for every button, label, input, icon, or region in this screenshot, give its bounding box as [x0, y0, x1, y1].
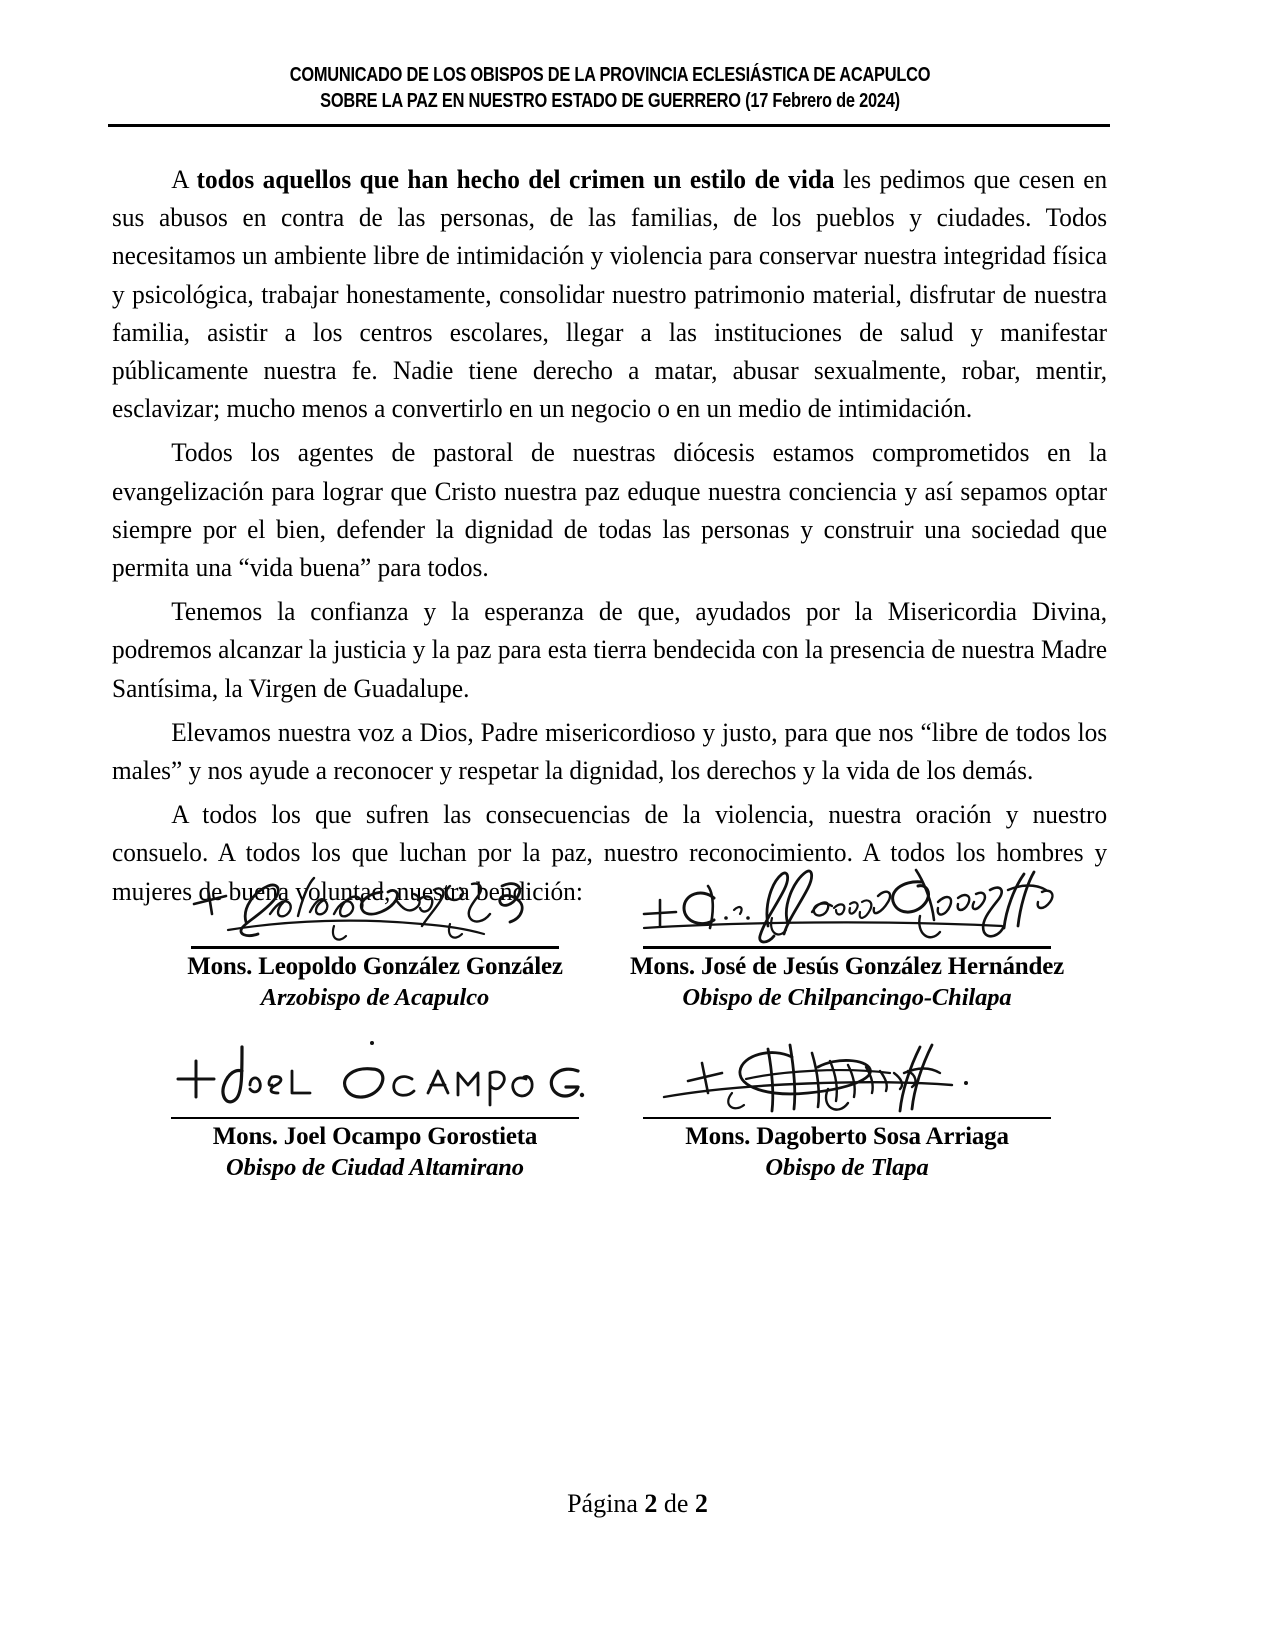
- signature-row-2: [112, 1027, 1112, 1184]
- signature-cell-dagoberto-sosa: [622, 1027, 1072, 1184]
- signatory-name-jose-de-jesus-gonzalez: Mons. José de Jesús González Hernández: [629, 952, 1065, 980]
- header-title-line-2: SOBRE LA PAZ EN NUESTRO ESTADO DE GUERRERO (17 Febrero de 2024): [320, 89, 900, 112]
- page-footer: [0, 1488, 1275, 1520]
- signature-row-1: [112, 856, 1112, 1013]
- paragraph-2: Todos los agentes de pastoral de nuestras diócesis estamos comprometidos en la evangelización para lograr que Cristo nuestra paz eduque nuestra conciencia y así sepamos optar siempre por el bien, defender la dignidad de todas las personas y construir una sociedad que permita una “vida buena” para todos.: [112, 437, 1108, 583]
- footer-middle: de: [657, 1489, 695, 1518]
- paragraph-1-rest: les pedimos que cesen en sus abusos en contra de las personas, de las familias, de los pueblos y ciudades. Todos necesitamos un ambiente libre de intimidación y violencia para conservar nuestra integridad física y psicológica, trabajar honestamente, consolidar nuestro patrimonio material, disfrutar de nuestra familia, asistir a los centros escolares, llegar a las instituciones de salud y manifestar públicamente nuestra fe. Nadie tiene derecho a matar, abusar sexualmente, robar, mentir, esclavizar; mucho menos a convertirlo en un negocio o en un medio de intimidación.: [112, 164, 1108, 424]
- signature-cell-jose-de-jesus-gonzalez: [622, 856, 1072, 1013]
- document-body: [112, 160, 1108, 910]
- signature-block: [112, 856, 1112, 1183]
- signature-rule-jose-de-jesus-gonzalez: [643, 946, 1051, 949]
- signatory-name-dagoberto-sosa: Mons. Dagoberto Sosa Arriaga: [685, 1123, 1009, 1150]
- signatory-title-jose-de-jesus-gonzalez: Obispo de Chilpancingo-Chilapa: [682, 983, 1012, 1011]
- paragraph-5: A todos los que sufren las consecuencias de la violencia, nuestra oración y nuestro consuelo. A todos los que luchan por la paz, nuestro reconocimiento. A todos los hombres y mujeres de buena voluntad, nuestra bendición:: [112, 799, 1108, 906]
- footer-current-page: 2: [644, 1489, 658, 1518]
- document-header: [110, 62, 1110, 114]
- signatory-title-leopoldo-gonzalez: Arzobispo de Acapulco: [260, 983, 490, 1011]
- paragraph-3: Tenemos la confianza y la esperanza de que, ayudados por la Misericordia Divina, podremos alcanzar la justicia y la paz para esta tierra bendecida con la presencia de nuestra Madre Santísima, la Virgen de Guadalupe.: [112, 596, 1108, 703]
- signature-mark-dagoberto-sosa: [622, 1027, 1072, 1117]
- signature-cell-joel-ocampo: [150, 1027, 600, 1184]
- signatory-title-joel-ocampo: Obispo de Ciudad Altamirano: [226, 1154, 524, 1181]
- paragraph-1-lead: A: [171, 164, 189, 194]
- footer-total-pages: 2: [694, 1489, 708, 1518]
- signature-mark-jose-de-jesus-gonzalez: [622, 856, 1072, 946]
- signatory-name-joel-ocampo: Mons. Joel Ocampo Gorostieta: [212, 1123, 538, 1150]
- header-divider: [108, 124, 1110, 127]
- paragraph-1: [112, 160, 1107, 427]
- footer-prefix: Página: [567, 1489, 645, 1518]
- signature-rule-leopoldo-gonzalez: [191, 946, 559, 949]
- signature-rule-dagoberto-sosa: [643, 1117, 1051, 1120]
- signature-rule-joel-ocampo: [171, 1117, 579, 1120]
- signature-cell-leopoldo-gonzalez: [150, 856, 600, 1013]
- header-title-line-1: COMUNICADO DE LOS OBISPOS DE LA PROVINCIA ECLESIÁSTICA DE ACAPULCO: [289, 63, 931, 86]
- paragraph-4: Elevamos nuestra voz a Dios, Padre misericordioso y justo, para que nos “libre de todos los males” y nos ayude a reconocer y respetar la dignidad, los derechos y la vida de los demás.: [112, 716, 1108, 786]
- signatory-title-dagoberto-sosa: Obispo de Tlapa: [765, 1154, 929, 1181]
- signature-mark-leopoldo-gonzalez: [150, 856, 600, 946]
- signature-mark-joel-ocampo: [150, 1027, 600, 1117]
- paragraph-1-bold-phrase: todos aquellos que han hecho del crimen un estilo de vida: [196, 164, 835, 194]
- signatory-name-leopoldo-gonzalez: Mons. Leopoldo González González: [187, 952, 563, 980]
